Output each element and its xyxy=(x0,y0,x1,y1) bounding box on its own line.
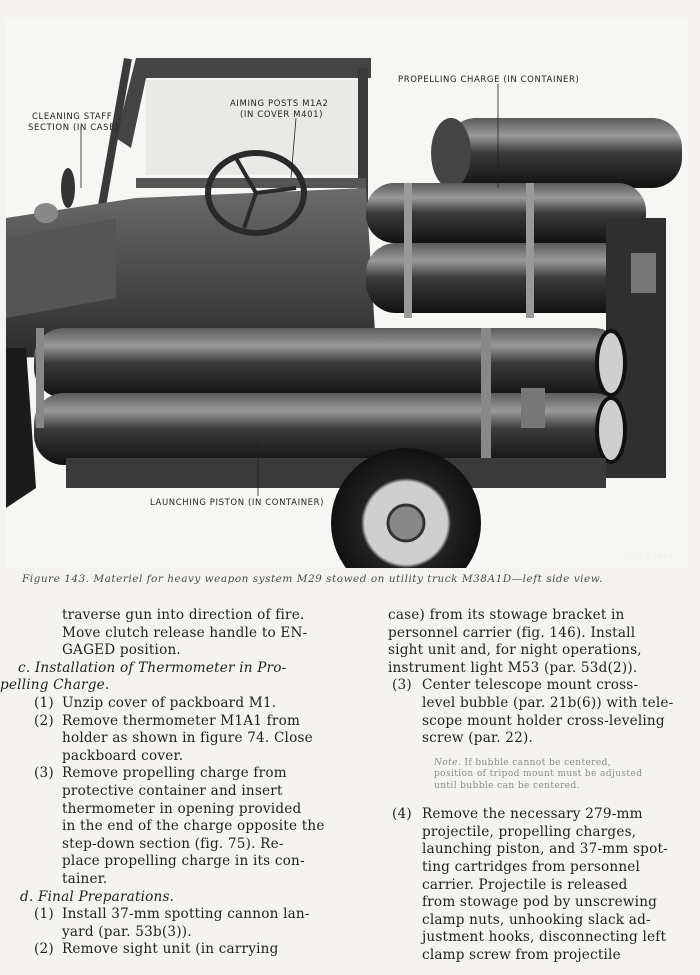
right-column xyxy=(388,607,688,965)
text-line: Remove propelling charge from xyxy=(62,765,287,782)
left-column xyxy=(0,607,336,959)
text-line: Remove thermometer M1A1 from xyxy=(62,712,301,729)
text-line: instrument light M53 (par. 53d(2)). xyxy=(388,659,638,676)
step-number: (2) xyxy=(34,712,54,729)
text-line: launching piston, and 37-mm spot- xyxy=(422,841,668,858)
text-line: protective container and insert xyxy=(62,782,283,799)
text-line: from stowage pod by unscrewing xyxy=(422,894,658,911)
note-line: If bubble cannot be centered, xyxy=(464,757,612,768)
text-line: step-down section (fig. 75). Re- xyxy=(62,835,284,852)
step-number: (4) xyxy=(392,806,412,823)
callout-cleaning-staff-line1: CLEANING STAFF xyxy=(32,112,113,122)
section-c-items xyxy=(14,695,336,889)
text-line: Install 37-mm spotting cannon lan- xyxy=(62,906,310,923)
note-line: position of tripod mount must be adjusted xyxy=(434,769,643,780)
text-line: holder as shown in figure 74. Close xyxy=(62,730,313,747)
step-text xyxy=(422,677,688,747)
text-line: sight unit and, for night operations, xyxy=(388,642,642,659)
text-line: Remove sight unit (in carrying xyxy=(62,941,279,958)
callout-aiming-posts-line1: AIMING POSTS M1A2 xyxy=(230,99,329,109)
text-line: place propelling charge in its con- xyxy=(62,853,305,870)
text-line: Remove the necessary 279-mm xyxy=(422,806,643,823)
step-number: (3) xyxy=(34,765,54,782)
text-line: case) from its stowage bracket in xyxy=(388,607,625,623)
numbered-step xyxy=(14,941,336,959)
step-number: (1) xyxy=(34,694,54,711)
section-c-heading: c. Installation of Thermometer in Pro- xyxy=(18,659,287,676)
text-line: level bubble (par. 21b(6)) with tele- xyxy=(422,694,674,711)
continuation-line: traverse gun into direction of fire. xyxy=(62,607,305,623)
text-line: projectile, propelling charges, xyxy=(422,823,637,840)
text-line: in the end of the charge opposite the xyxy=(62,818,325,835)
step-3 xyxy=(388,677,688,747)
ord-code: ORD F7684 xyxy=(623,552,674,561)
note xyxy=(388,758,688,793)
section-c-heading-cont: pelling Charge. xyxy=(0,677,110,694)
text-line: clamp nuts, unhooking slack ad- xyxy=(422,911,651,928)
callout-aiming-posts-line2: (IN COVER M401) xyxy=(240,110,324,120)
callout-launching-piston: LAUNCHING PISTON (IN CONTAINER) xyxy=(150,498,325,508)
truck-illustration xyxy=(6,18,688,568)
text-line: Unzip cover of packboard M1. xyxy=(62,694,277,711)
numbered-step xyxy=(14,906,336,941)
step-4 xyxy=(388,806,688,964)
right-continuation xyxy=(388,607,688,677)
text-line: screw (par. 22). xyxy=(422,730,533,747)
text-line: Center telescope mount cross- xyxy=(422,677,639,694)
callout-cleaning-staff-line2: SECTION (IN CASE) xyxy=(28,123,120,133)
text-line: justment hooks, disconnecting left xyxy=(422,929,667,946)
text-line: clamp screw from projectile xyxy=(422,947,621,963)
section-d-heading: d. Final Preparations. xyxy=(20,888,175,905)
note-label: Note. xyxy=(434,757,462,768)
numbered-step xyxy=(14,695,336,713)
text-line: carrier. Projectile is released xyxy=(422,876,628,893)
figure-photo xyxy=(6,18,688,568)
step-number: (2) xyxy=(34,941,54,958)
continuation-line: GAGED position. xyxy=(62,642,181,659)
note-line: until bubble can be centered. xyxy=(434,780,580,791)
continuation-line: Move clutch release handle to EN- xyxy=(62,624,308,641)
section-d-items xyxy=(14,906,336,959)
text-line: thermometer in opening provided xyxy=(62,800,302,817)
callout-propelling-charge: PROPELLING CHARGE (IN CONTAINER) xyxy=(398,75,580,85)
numbered-step xyxy=(14,765,336,888)
text-line: packboard cover. xyxy=(62,747,184,764)
text-line: ting cartridges from personnel xyxy=(422,859,641,876)
step-number: (3) xyxy=(392,677,412,694)
text-line: scope mount holder cross-leveling xyxy=(422,712,665,729)
numbered-step xyxy=(14,713,336,766)
figure-caption: Figure 143. Materiel for heavy weapon system M29 stowed on utility truck M38A1D—left side view. xyxy=(22,573,603,585)
step-number: (1) xyxy=(34,906,54,923)
text-line: tainer. xyxy=(62,870,108,887)
text-line: personnel carrier (fig. 146). Install xyxy=(388,624,636,641)
text-line: yard (par. 53b(3)). xyxy=(62,923,192,940)
step-text xyxy=(422,806,688,964)
